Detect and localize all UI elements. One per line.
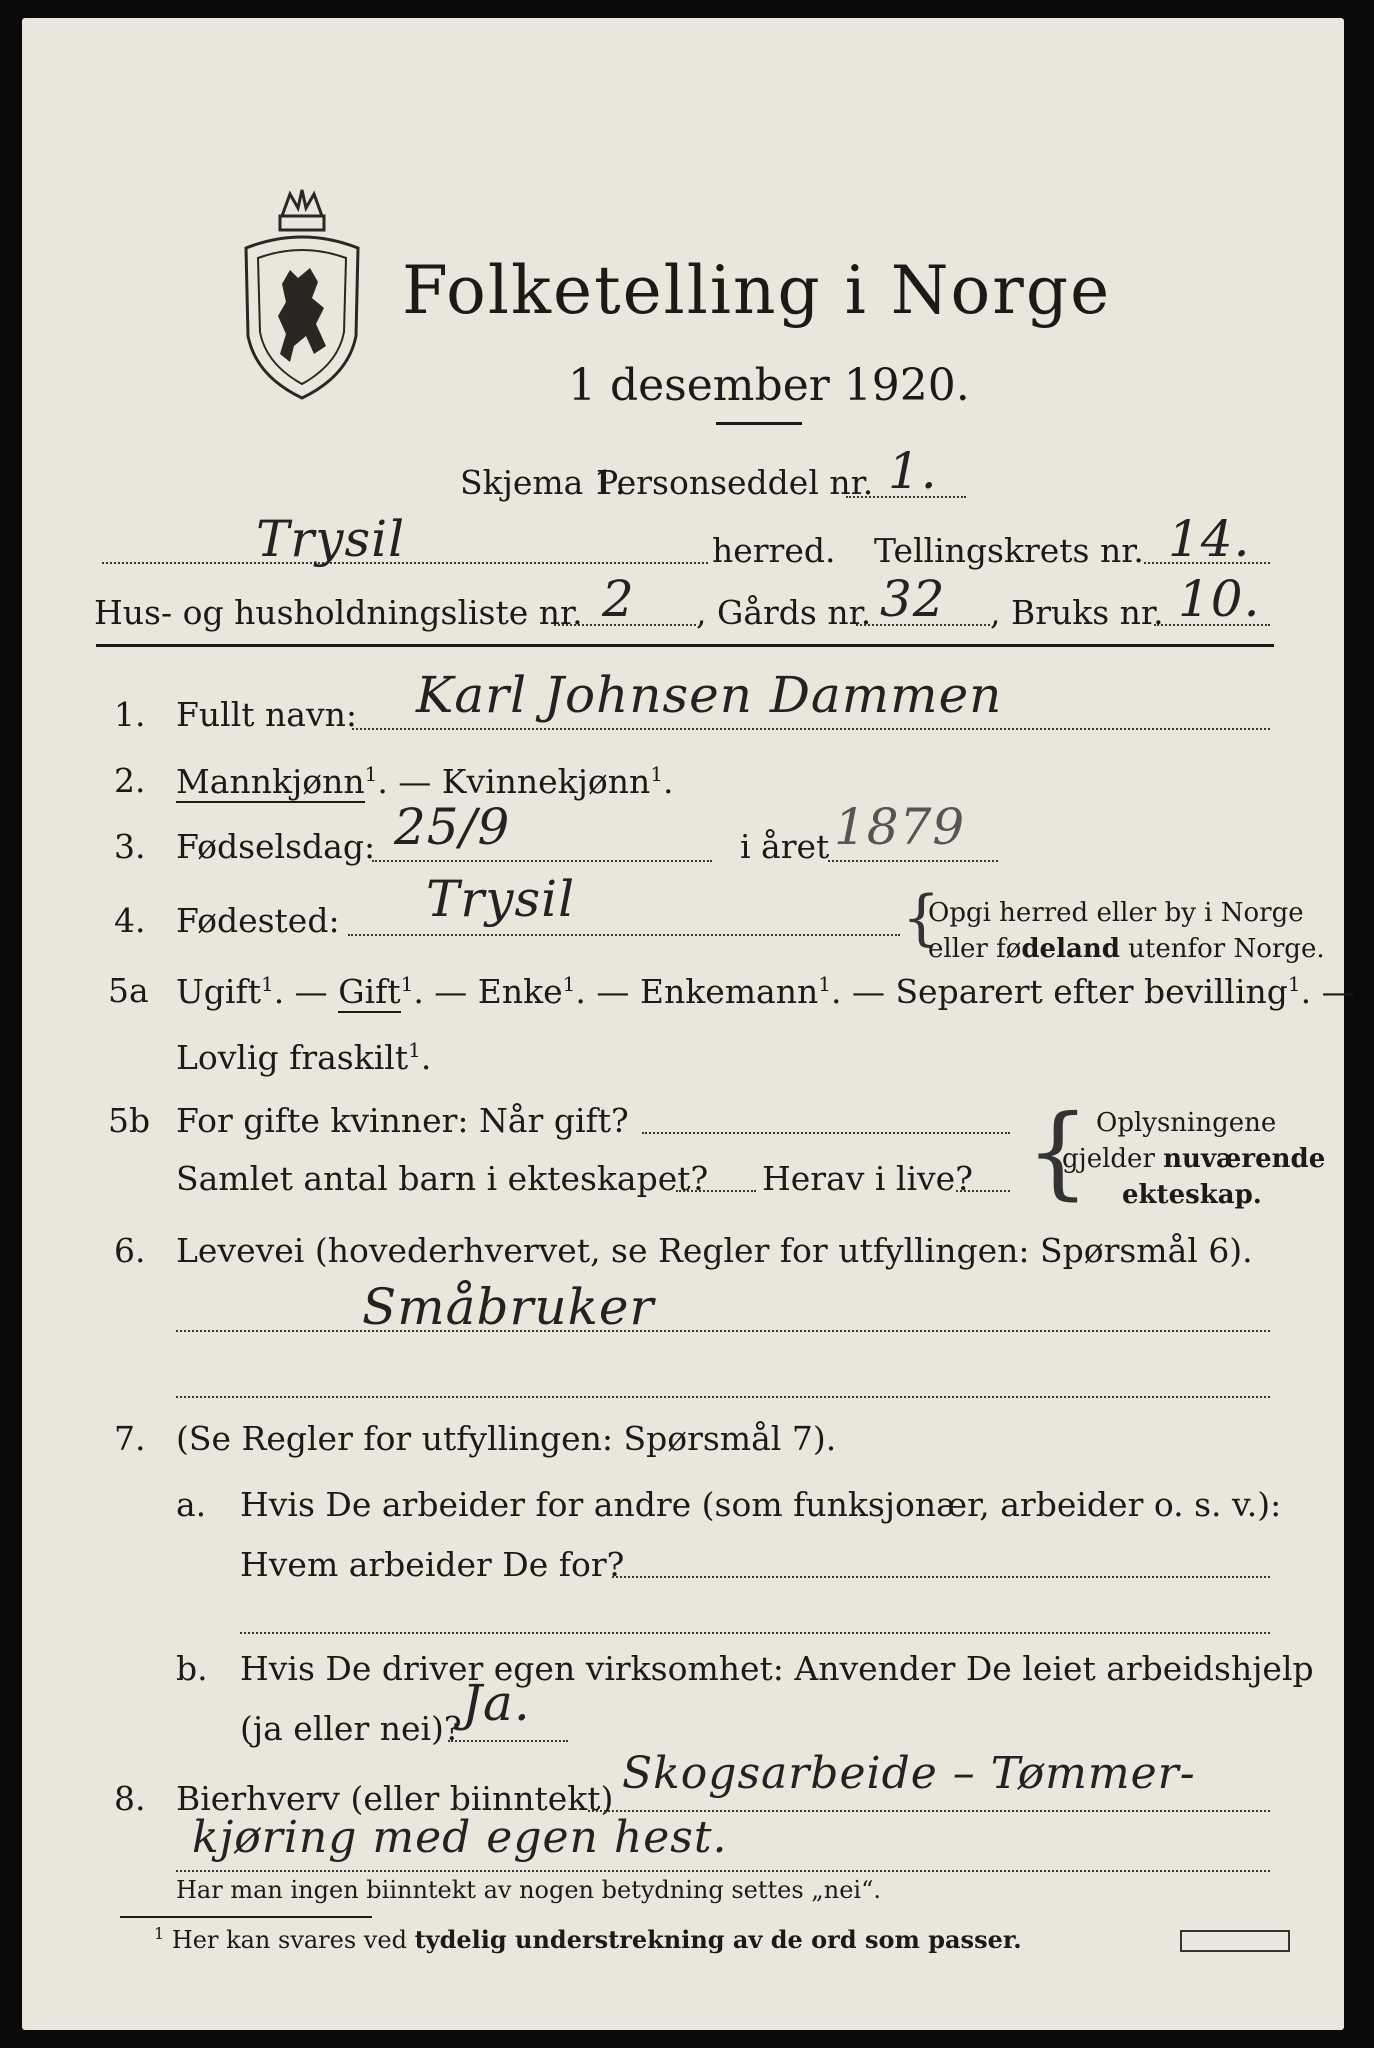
q5a-separator-1: . — bbox=[273, 972, 339, 1011]
herred-value[interactable]: Trysil bbox=[256, 510, 406, 568]
q7-number: 7. bbox=[114, 1419, 146, 1458]
q5b-note-line2-b: nuværende bbox=[1163, 1144, 1326, 1174]
footnote bbox=[154, 1926, 1022, 1952]
q5a-line2 bbox=[176, 1038, 432, 1077]
census-date: 1 desember 1920. bbox=[568, 360, 970, 411]
q7b-answer-value[interactable]: Ja. bbox=[462, 1674, 531, 1732]
q2-female-footnote-mark: 1 bbox=[650, 762, 664, 786]
q5b-alive-label: Herav i live? bbox=[762, 1159, 973, 1198]
tellingskrets-value[interactable]: 14. bbox=[1168, 510, 1251, 568]
q3-year-line bbox=[828, 860, 998, 862]
footnote-mark: 1 bbox=[154, 1924, 165, 1943]
q1-line bbox=[352, 728, 1270, 730]
q1-number: 1. bbox=[114, 695, 146, 734]
q1-value[interactable]: Karl Johnsen Dammen bbox=[416, 666, 1003, 724]
q5b-note-line2 bbox=[1062, 1146, 1325, 1172]
gards-label: , Gårds nr. bbox=[696, 593, 872, 632]
q4-number: 4. bbox=[114, 901, 146, 940]
q5a-separator-4: . — bbox=[830, 972, 896, 1011]
q5a-separator-3: . — bbox=[575, 972, 640, 1011]
q2-male-footnote-mark: 1 bbox=[364, 762, 378, 786]
q5a-separert-footnote-mark: 1 bbox=[1287, 972, 1301, 996]
q2-female-option[interactable]: Kvinnekjønn bbox=[441, 762, 651, 801]
q7a-label: Hvis De arbeider for andre (som funksjonær, arbeider o. s. v.): bbox=[240, 1485, 1282, 1524]
q7a-extra-line bbox=[240, 1632, 1270, 1634]
q5b-married-label: For gifte kvinner: Når gift? bbox=[176, 1101, 629, 1140]
q4-note-line2-b: deland bbox=[1021, 934, 1120, 964]
gards-value[interactable]: 32 bbox=[880, 570, 946, 628]
skjema-label: Skjema 1. bbox=[460, 463, 626, 502]
q4-label: Fødested: bbox=[176, 901, 340, 940]
q4-line bbox=[348, 934, 900, 936]
q5b-note-line1: Oplysningene bbox=[1096, 1108, 1277, 1138]
q3-year-label: i året bbox=[740, 827, 830, 866]
q6-line-1 bbox=[176, 1330, 1270, 1332]
q8-number: 8. bbox=[114, 1779, 146, 1818]
q5a-separator-2: . — bbox=[413, 972, 478, 1011]
personseddel-label: Personseddel nr. bbox=[596, 463, 874, 502]
q7a-employer-label: Hvem arbeider De for? bbox=[240, 1545, 625, 1584]
q5a-lovlig-footnote-mark: 1 bbox=[408, 1038, 421, 1062]
q6-number: 6. bbox=[114, 1231, 146, 1270]
q3-birthdate-line bbox=[372, 860, 712, 862]
q5a-gift[interactable]: Gift bbox=[338, 972, 401, 1011]
q5a-gift-footnote-mark: 1 bbox=[400, 972, 414, 996]
q7b-label: Hvis De driver egen virksomhet: Anvender De leiet arbeidshjelp bbox=[240, 1649, 1314, 1688]
husliste-label: Hus- og husholdningsliste nr. bbox=[94, 593, 583, 632]
q5a-end-dash: . — bbox=[1300, 972, 1355, 1011]
bruks-value[interactable]: 10. bbox=[1178, 570, 1261, 628]
q8-label: Bierhverv (eller biinntekt) bbox=[176, 1779, 614, 1818]
census-form-sheet bbox=[22, 18, 1355, 2030]
q5a-enkemann-footnote-mark: 1 bbox=[818, 972, 831, 996]
q4-value[interactable]: Trysil bbox=[426, 870, 576, 928]
q2-number: 2. bbox=[114, 761, 146, 800]
q3-label: Fødselsdag: bbox=[176, 827, 376, 866]
q5b-alive-line bbox=[956, 1190, 1010, 1192]
q5a-lovlig-fraskilt[interactable]: Lovlig fraskilt bbox=[176, 1038, 409, 1077]
q5a-lovlig-end: . bbox=[420, 1038, 432, 1077]
q5a-enke[interactable]: Enke bbox=[477, 972, 563, 1011]
q4-note-line1: Opgi herred eller by i Norge bbox=[928, 898, 1304, 928]
q7b-answer-line bbox=[448, 1740, 568, 1742]
q5b-children-line bbox=[676, 1190, 756, 1192]
q4-note-line2-a: eller fø bbox=[928, 934, 1022, 964]
q5a-separert[interactable]: Separert efter bevilling bbox=[895, 972, 1288, 1011]
q5a-number: 5a bbox=[108, 971, 149, 1010]
q5b-note-brace: { bbox=[1026, 1093, 1090, 1210]
q6-line-2 bbox=[176, 1396, 1270, 1398]
q3-number: 3. bbox=[114, 827, 146, 866]
q4-note-line2 bbox=[928, 936, 1325, 962]
q5b-note-line3: ekteskap. bbox=[1122, 1180, 1262, 1210]
form-title: Folketelling i Norge bbox=[402, 252, 1112, 329]
q8-line-2 bbox=[176, 1870, 1270, 1872]
q1-label: Fullt navn: bbox=[176, 695, 357, 734]
q5b-note-line2-a: gjelder bbox=[1062, 1144, 1164, 1174]
q5a-ugift[interactable]: Ugift bbox=[176, 972, 261, 1011]
footnote-divider bbox=[120, 1916, 372, 1918]
title-divider bbox=[716, 422, 802, 425]
q2-end-mark: . bbox=[663, 762, 674, 801]
q5b-number: 5b bbox=[108, 1101, 151, 1140]
tellingskrets-label: Tellingskrets nr. bbox=[874, 531, 1144, 570]
footnote-text-b: tydelig understrekning av de ord som passer. bbox=[414, 1925, 1022, 1954]
q6-label: Levevei (hovederhvervet, se Regler for utfyllingen: Spørsmål 6). bbox=[176, 1231, 1253, 1270]
q4-note-line2-c: utenfor Norge. bbox=[1119, 934, 1325, 964]
husliste-value[interactable]: 2 bbox=[602, 570, 635, 628]
q4-note-brace: { bbox=[902, 883, 941, 953]
header-divider bbox=[96, 644, 1274, 647]
q8-value-line2[interactable]: kjøring med egen hest. bbox=[192, 1812, 728, 1863]
q5a-ugift-footnote-mark: 1 bbox=[260, 972, 274, 996]
q6-value[interactable]: Småbruker bbox=[362, 1278, 655, 1336]
printer-stamp bbox=[1180, 1930, 1290, 1952]
q5a-enkemann[interactable]: Enkemann bbox=[639, 972, 819, 1011]
bruks-label: , Bruks nr. bbox=[990, 593, 1164, 632]
footnote-text-a: Her kan svares ved bbox=[171, 1926, 415, 1954]
personseddel-value[interactable]: 1. bbox=[888, 442, 938, 500]
q5a-options bbox=[176, 972, 1355, 1011]
q8-note: Har man ingen biinntekt av nogen betydning settes „nei“. bbox=[176, 1876, 881, 1904]
q2-options bbox=[176, 762, 674, 801]
q2-separator: . — bbox=[377, 762, 442, 801]
q2-male-option[interactable]: Mannkjønn bbox=[176, 762, 365, 801]
q5a-enke-footnote-mark: 1 bbox=[562, 972, 576, 996]
q7-label: (Se Regler for utfyllingen: Spørsmål 7). bbox=[176, 1419, 837, 1458]
norwegian-coat-of-arms-icon bbox=[236, 186, 368, 402]
q3-year-value[interactable]: 1879 bbox=[834, 798, 966, 856]
q3-birthdate-value[interactable]: 25/9 bbox=[394, 798, 511, 856]
q7b-letter: b. bbox=[176, 1649, 208, 1688]
q5b-married-line bbox=[642, 1132, 1010, 1134]
q8-value-line1[interactable]: Skogsarbeide – Tømmer- bbox=[622, 1748, 1196, 1799]
q7a-letter: a. bbox=[176, 1485, 207, 1524]
herred-label: herred. bbox=[712, 531, 836, 570]
q7b-answer-label: (ja eller nei)? bbox=[240, 1709, 462, 1748]
q5b-children-label: Samlet antal barn i ekteskapet? bbox=[176, 1159, 709, 1198]
q7a-employer-line bbox=[612, 1576, 1270, 1578]
